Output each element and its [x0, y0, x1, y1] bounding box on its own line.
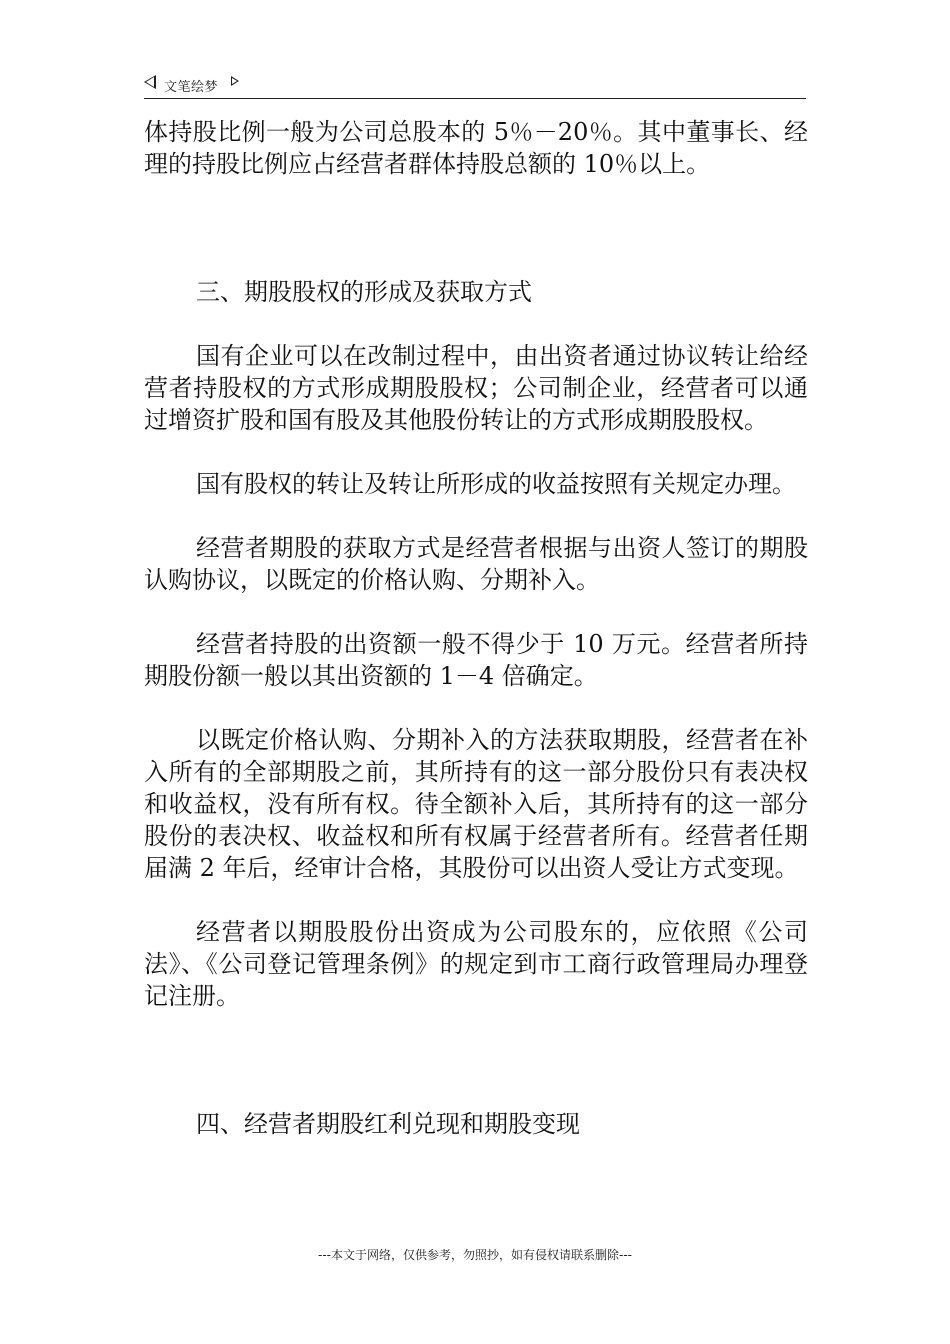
paragraph: 经营者以期股股份出资成为公司股东的，应依照《公司法》、《公司登记管理条例》的规定到市工商行政管理局办理登记注册。	[144, 918, 808, 1010]
section-heading-4: 四、经营者期股红利兑现和期股变现	[196, 1110, 580, 1138]
paragraph: 国有股权的转让及转让所形成的收益按照有关规定办理。	[196, 470, 796, 498]
page-header	[144, 72, 806, 99]
paragraph: 国有企业可以在改制过程中，由出资者通过协议转让给经营者持股权的方式形成期股股权；公司制企业，经营者可以通过增资扩股和国有股及其他股份转让的方式形成期股股权。	[144, 342, 808, 434]
document-body	[144, 116, 808, 1140]
page-footer: ---本文于网络，仅供参考，勿照抄，如有侵权请联系删除---	[318, 1248, 632, 1262]
header-title: 文笔绘梦	[164, 80, 219, 95]
paragraph: 经营者期股的获取方式是经营者根据与出资人签订的期股认购协议，以既定的价格认购、分期补入。	[144, 534, 808, 594]
section-heading-3: 三、期股股权的形成及获取方式	[196, 278, 532, 306]
paragraph: 经营者持股的出资额一般不得少于 10 万元。经营者所持期股份额一般以其出资额的 1－4 倍确定。	[144, 630, 808, 690]
triangle-left-icon	[144, 75, 156, 89]
paragraph-continuation: 体持股比例一般为公司总股本的 5％－20％。其中董事长、经理的持股比例应占经营者群体持股总额的 10％以上。	[144, 118, 808, 178]
paragraph: 以既定价格认购、分期补入的方法获取期股，经营者在补入所有的全部期股之前，其所持有的这一部分股份只有表决权和收益权，没有所有权。待全额补入后，其所持有的这一部分股份的表决权、收益权和所有权属于经营者所有。经营者任期届满 2 年后，经审计合格，其股份可以出资人受让方式变现。	[144, 726, 808, 882]
triangle-right-icon	[231, 76, 239, 86]
